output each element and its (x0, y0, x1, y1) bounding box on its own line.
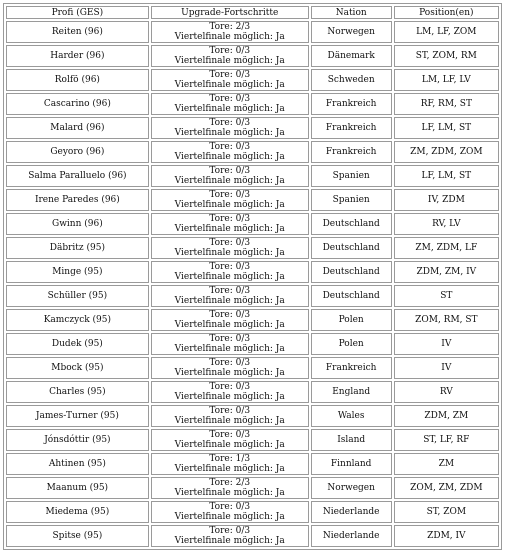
cell-upgrade-progress (151, 381, 309, 403)
cell-positions (394, 261, 499, 283)
nation-name: Niederlande (322, 531, 380, 541)
cell-positions (394, 213, 499, 235)
quarterfinal-possible: Viertelfinale möglich: Ja (174, 320, 285, 330)
nation-name: Frankreich (325, 147, 377, 157)
table-row (6, 117, 499, 139)
cell-player (6, 213, 149, 235)
cell-nation (311, 45, 392, 67)
nation-name: Schweden (327, 75, 375, 85)
quarterfinal-possible: Viertelfinale möglich: Ja (174, 32, 285, 42)
nation-name: Deutschland (322, 267, 380, 277)
nation-name: Norwegen (327, 27, 375, 37)
goals-progress: Tore: 0/3 (209, 214, 251, 224)
goals-progress: Tore: 1/3 (209, 454, 251, 464)
positions-list: ZDM, ZM (424, 411, 469, 421)
nation-name: Norwegen (327, 483, 375, 493)
table-row (6, 501, 499, 523)
positions-list: IV (441, 363, 452, 373)
goals-progress: Tore: 0/3 (209, 94, 251, 104)
goals-progress: Tore: 0/3 (209, 502, 251, 512)
goals-progress: Tore: 0/3 (209, 406, 251, 416)
cell-upgrade-progress (151, 501, 309, 523)
nation-name: Deutschland (322, 219, 380, 229)
nation-name: Island (337, 435, 366, 445)
goals-progress: Tore: 0/3 (209, 358, 251, 368)
header-positions: Position(en) (394, 6, 499, 19)
positions-list: LM, LF, ZOM (416, 27, 477, 37)
table-row (6, 261, 499, 283)
nation-name: Spanien (332, 171, 370, 181)
quarterfinal-possible: Viertelfinale möglich: Ja (174, 440, 285, 450)
goals-progress: Tore: 0/3 (209, 46, 251, 56)
cell-player (6, 477, 149, 499)
table-row (6, 309, 499, 331)
positions-list: ZM, ZDM, LF (415, 243, 478, 253)
goals-progress: Tore: 0/3 (209, 382, 251, 392)
nation-name: Frankreich (325, 99, 377, 109)
cell-player (6, 525, 149, 547)
table-row (6, 141, 499, 163)
player-name: Gwinn (96) (52, 219, 103, 229)
goals-progress: Tore: 0/3 (209, 526, 251, 536)
nation-name: Polen (338, 339, 364, 349)
player-name: Salma Paralluelo (96) (28, 171, 127, 181)
nation-name: Frankreich (325, 123, 377, 133)
cell-nation (311, 213, 392, 235)
goals-progress: Tore: 0/3 (209, 430, 251, 440)
table-row (6, 357, 499, 379)
cell-nation (311, 237, 392, 259)
quarterfinal-possible: Viertelfinale möglich: Ja (174, 296, 285, 306)
cell-positions (394, 93, 499, 115)
player-name: Mbock (95) (51, 363, 104, 373)
cell-upgrade-progress (151, 93, 309, 115)
nation-name: Wales (337, 411, 365, 421)
player-name: Spitse (95) (52, 531, 103, 541)
positions-list: ZM (438, 459, 455, 469)
quarterfinal-possible: Viertelfinale möglich: Ja (174, 272, 285, 282)
cell-player (6, 45, 149, 67)
cell-nation (311, 93, 392, 115)
nation-name: Deutschland (322, 243, 380, 253)
cell-positions (394, 381, 499, 403)
player-name: Harder (96) (50, 51, 105, 61)
nation-name: England (332, 387, 371, 397)
cell-upgrade-progress (151, 477, 309, 499)
cell-nation (311, 357, 392, 379)
quarterfinal-possible: Viertelfinale möglich: Ja (174, 536, 285, 546)
cell-upgrade-progress (151, 213, 309, 235)
cell-nation (311, 309, 392, 331)
cell-nation (311, 165, 392, 187)
cell-nation (311, 525, 392, 547)
cell-upgrade-progress (151, 453, 309, 475)
cell-player (6, 165, 149, 187)
cell-upgrade-progress (151, 165, 309, 187)
table-row (6, 453, 499, 475)
positions-list: ST, ZOM, RM (415, 51, 477, 61)
goals-progress: Tore: 2/3 (209, 22, 251, 32)
cell-positions (394, 429, 499, 451)
goals-progress: Tore: 0/3 (209, 142, 251, 152)
goals-progress: Tore: 0/3 (209, 262, 251, 272)
cell-upgrade-progress (151, 525, 309, 547)
nation-name: Niederlande (322, 507, 380, 517)
player-name: Kamczyck (95) (43, 315, 112, 325)
table-row (6, 285, 499, 307)
cell-nation (311, 69, 392, 91)
cell-player (6, 93, 149, 115)
cell-nation (311, 333, 392, 355)
cell-player (6, 21, 149, 43)
table-row (6, 477, 499, 499)
nation-name: Polen (338, 315, 364, 325)
quarterfinal-possible: Viertelfinale möglich: Ja (174, 104, 285, 114)
quarterfinal-possible: Viertelfinale möglich: Ja (174, 128, 285, 138)
goals-progress: Tore: 0/3 (209, 334, 251, 344)
goals-progress: Tore: 2/3 (209, 478, 251, 488)
cell-positions (394, 237, 499, 259)
cell-player (6, 381, 149, 403)
positions-list: RF, RM, ST (420, 99, 472, 109)
quarterfinal-possible: Viertelfinale möglich: Ja (174, 512, 285, 522)
cell-upgrade-progress (151, 189, 309, 211)
cell-player (6, 453, 149, 475)
header-player: Profi (GES) (6, 6, 149, 19)
cell-positions (394, 45, 499, 67)
table-row (6, 429, 499, 451)
cell-positions (394, 309, 499, 331)
positions-list: IV (441, 339, 452, 349)
cell-nation (311, 453, 392, 475)
cell-upgrade-progress (151, 21, 309, 43)
positions-list: ST (440, 291, 453, 301)
positions-list: RV (439, 387, 453, 397)
player-name: Malard (96) (50, 123, 105, 133)
goals-progress: Tore: 0/3 (209, 70, 251, 80)
cell-positions (394, 477, 499, 499)
positions-list: ST, ZOM (426, 507, 467, 517)
positions-list: ZDM, ZM, IV (416, 267, 477, 277)
cell-upgrade-progress (151, 69, 309, 91)
cell-upgrade-progress (151, 141, 309, 163)
quarterfinal-possible: Viertelfinale möglich: Ja (174, 416, 285, 426)
player-name: Jónsdóttir (95) (44, 435, 111, 445)
player-name: Rolfö (96) (54, 75, 100, 85)
goals-progress: Tore: 0/3 (209, 118, 251, 128)
table-header-row (6, 6, 499, 19)
cell-player (6, 405, 149, 427)
positions-list: ZM, ZDM, ZOM (410, 147, 483, 157)
quarterfinal-possible: Viertelfinale möglich: Ja (174, 56, 285, 66)
positions-list: ZOM, ZM, ZDM (410, 483, 483, 493)
cell-player (6, 141, 149, 163)
cell-positions (394, 21, 499, 43)
table-row (6, 69, 499, 91)
cell-player (6, 357, 149, 379)
goals-progress: Tore: 0/3 (209, 286, 251, 296)
cell-positions (394, 501, 499, 523)
goals-progress: Tore: 0/3 (209, 190, 251, 200)
cell-nation (311, 21, 392, 43)
cell-upgrade-progress (151, 285, 309, 307)
table-row (6, 21, 499, 43)
quarterfinal-possible: Viertelfinale möglich: Ja (174, 248, 285, 258)
quarterfinal-possible: Viertelfinale möglich: Ja (174, 224, 285, 234)
player-name: Schüller (95) (47, 291, 108, 301)
quarterfinal-possible: Viertelfinale möglich: Ja (174, 176, 285, 186)
table-row (6, 237, 499, 259)
quarterfinal-possible: Viertelfinale möglich: Ja (174, 152, 285, 162)
cell-upgrade-progress (151, 309, 309, 331)
player-name: Maanum (95) (46, 483, 109, 493)
cell-nation (311, 429, 392, 451)
player-name: Reiten (96) (51, 27, 103, 37)
cell-nation (311, 405, 392, 427)
header-nation: Nation (311, 6, 392, 19)
cell-player (6, 237, 149, 259)
cell-positions (394, 141, 499, 163)
quarterfinal-possible: Viertelfinale möglich: Ja (174, 368, 285, 378)
table-row (6, 405, 499, 427)
player-name: James-Turner (95) (35, 411, 119, 421)
table-row (6, 45, 499, 67)
cell-upgrade-progress (151, 405, 309, 427)
header-upgrade-progress: Upgrade-Fortschritte (151, 6, 309, 19)
cell-positions (394, 453, 499, 475)
cell-positions (394, 165, 499, 187)
player-name: Irene Paredes (96) (34, 195, 120, 205)
cell-player (6, 261, 149, 283)
player-name: Dudek (95) (51, 339, 103, 349)
positions-list: LF, LM, ST (421, 171, 472, 181)
table-row (6, 93, 499, 115)
positions-list: LF, LM, ST (421, 123, 472, 133)
quarterfinal-possible: Viertelfinale möglich: Ja (174, 488, 285, 498)
cell-player (6, 309, 149, 331)
player-name: Miedema (95) (45, 507, 110, 517)
player-name: Däbritz (95) (49, 243, 105, 253)
nation-name: Deutschland (322, 291, 380, 301)
positions-list: ZOM, RM, ST (415, 315, 478, 325)
quarterfinal-possible: Viertelfinale möglich: Ja (174, 344, 285, 354)
cell-upgrade-progress (151, 333, 309, 355)
cell-nation (311, 381, 392, 403)
positions-list: IV, ZDM (427, 195, 465, 205)
positions-list: ST, LF, RF (423, 435, 470, 445)
cell-positions (394, 285, 499, 307)
cell-nation (311, 261, 392, 283)
cell-upgrade-progress (151, 237, 309, 259)
cell-positions (394, 357, 499, 379)
cell-upgrade-progress (151, 45, 309, 67)
cell-nation (311, 189, 392, 211)
cell-nation (311, 501, 392, 523)
cell-positions (394, 117, 499, 139)
cell-player (6, 117, 149, 139)
cell-nation (311, 477, 392, 499)
quarterfinal-possible: Viertelfinale möglich: Ja (174, 80, 285, 90)
nation-name: Spanien (332, 195, 370, 205)
positions-list: RV, LV (432, 219, 461, 229)
player-upgrade-table-container (3, 3, 502, 550)
cell-player (6, 69, 149, 91)
goals-progress: Tore: 0/3 (209, 238, 251, 248)
cell-positions (394, 69, 499, 91)
positions-list: ZDM, IV (427, 531, 466, 541)
nation-name: Dänemark (327, 51, 375, 61)
quarterfinal-possible: Viertelfinale möglich: Ja (174, 392, 285, 402)
table-row (6, 381, 499, 403)
table-row (6, 333, 499, 355)
player-name: Cascarino (96) (43, 99, 111, 109)
table-body (6, 21, 499, 547)
cell-positions (394, 333, 499, 355)
player-name: Geyoro (96) (50, 147, 105, 157)
cell-player (6, 429, 149, 451)
cell-positions (394, 405, 499, 427)
cell-positions (394, 189, 499, 211)
player-name: Ahtinen (95) (48, 459, 106, 469)
cell-upgrade-progress (151, 117, 309, 139)
cell-player (6, 189, 149, 211)
cell-nation (311, 285, 392, 307)
quarterfinal-possible: Viertelfinale möglich: Ja (174, 464, 285, 474)
cell-upgrade-progress (151, 357, 309, 379)
nation-name: Finnland (330, 459, 372, 469)
cell-nation (311, 117, 392, 139)
table-row (6, 189, 499, 211)
table-row (6, 213, 499, 235)
quarterfinal-possible: Viertelfinale möglich: Ja (174, 200, 285, 210)
positions-list: LM, LF, LV (421, 75, 471, 85)
cell-upgrade-progress (151, 261, 309, 283)
table-row (6, 165, 499, 187)
cell-upgrade-progress (151, 429, 309, 451)
player-name: Charles (95) (49, 387, 106, 397)
cell-player (6, 285, 149, 307)
nation-name: Frankreich (325, 363, 377, 373)
cell-nation (311, 141, 392, 163)
goals-progress: Tore: 0/3 (209, 310, 251, 320)
cell-player (6, 333, 149, 355)
cell-player (6, 501, 149, 523)
cell-positions (394, 525, 499, 547)
player-upgrade-table (3, 3, 502, 550)
table-row (6, 525, 499, 547)
goals-progress: Tore: 0/3 (209, 166, 251, 176)
player-name: Minge (95) (52, 267, 103, 277)
